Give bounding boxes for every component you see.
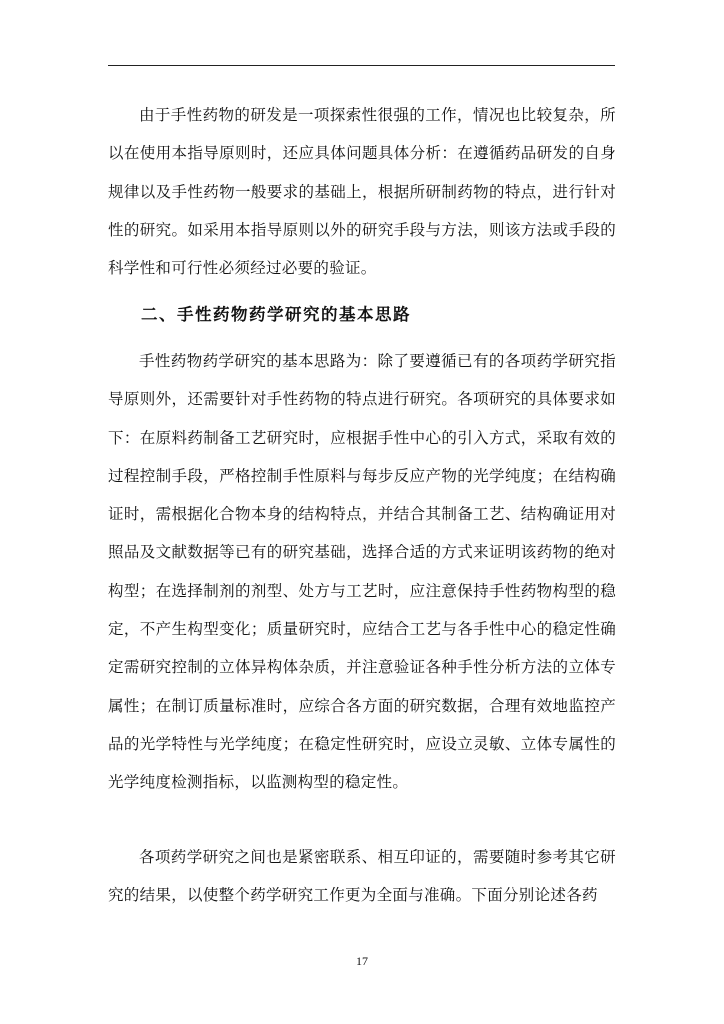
paragraph-intro-note: 由于手性药物的研发是一项探索性很强的工作，情况也比较复杂，所以在使用本指导原则时，还应具体问题具体分析：在遵循药品研发的自身规律以及手性药物一般要求的基础上，根据所研制药物的特点，进行针对性的研究。如采用本指导原则以外的研究手段与方法，则该方法或手段的科学性和可行性必须经过必要的验证。 <box>108 106 616 278</box>
paragraph-interrelation: 各项药学研究之间也是紧密联系、相互印证的，需要随时参考其它研究的结果，以使整个药学研究工作更为全面与准确。下面分别论述各药 <box>108 848 616 905</box>
header-rule <box>108 65 615 66</box>
section-heading: 二、手性药物药学研究的基本思路 <box>141 305 411 324</box>
page-number: 17 <box>356 954 368 968</box>
paragraph-basic-approach: 手性药物药学研究的基本思路为：除了要遵循已有的各项药学研究指导原则外，还需要针对手性药物的特点进行研究。各项研究的具体要求如下：在原料药制备工艺研究时，应根据手性中心的引入方式，采取有效的过程控制手段，严格控制手性原料与每步反应产物的光学纯度；在结构确证时，需根据化合物本身的结构特点，并结合其制备工艺、结构确证用对照品及文献数据等已有的研究基础，选择合适的方式来证明该药物的绝对构型；在选择制剂的剂型、处方与工艺时，应注意保持手性药物构型的稳定，不产生构型变化；质量研究时，应结合工艺与各手性中心的稳定性确定需研究控制的立体异构体杂质，并注意验证各种手性分析方法的立体专属性；在制订质量标准时，应综合各方面的研究数据，合理有效地监控产品的光学特性与光学纯度；在稳定性研究时，应设立灵敏、立体专属性的光学纯度检测指标，以监测构型的稳定性。 <box>108 352 616 792</box>
